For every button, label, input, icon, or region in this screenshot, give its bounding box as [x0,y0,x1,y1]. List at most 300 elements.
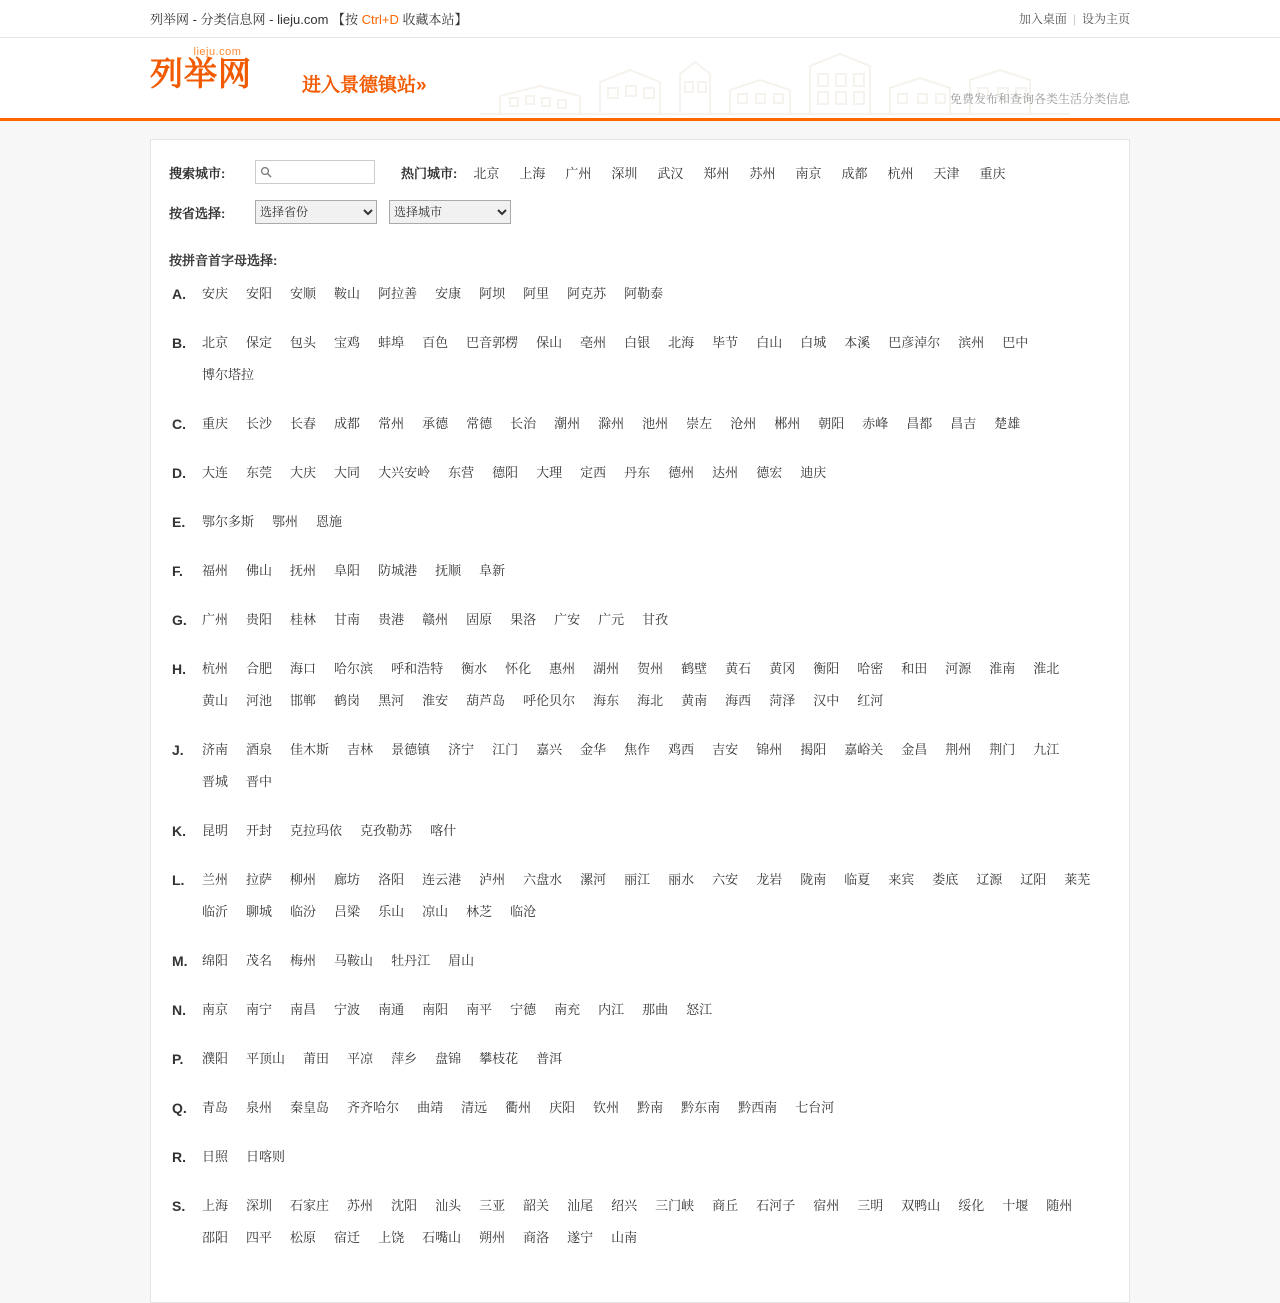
logo-text: 列举网 [150,55,252,92]
city-link[interactable]: 河池 [246,693,273,708]
pinyin-letter: Q. [172,1100,187,1116]
city-link[interactable]: 来宾 [888,872,915,887]
city-link[interactable]: 庆阳 [549,1100,576,1115]
city-link[interactable]: 莆田 [303,1051,330,1066]
site-logo[interactable] [150,46,285,92]
city-link[interactable]: 日喀则 [246,1149,286,1164]
city-link[interactable]: 衡水 [461,661,488,676]
city-link[interactable]: 林芝 [466,904,493,919]
city-link[interactable]: 阿拉善 [378,286,418,301]
city-link[interactable]: 鞍山 [334,286,361,301]
city-link[interactable]: 长治 [510,416,537,431]
city-link[interactable]: 丹东 [624,465,651,480]
city-link[interactable]: 甘南 [334,612,361,627]
city-link[interactable]: 甘孜 [642,612,669,627]
city-link[interactable]: 双鸭山 [901,1198,941,1213]
city-link[interactable]: 景德镇 [391,742,431,757]
city-link[interactable]: 锦州 [756,742,783,757]
pinyin-city-list [202,1097,1111,1129]
city-link[interactable]: 安康 [435,286,462,301]
city-link[interactable]: 安顺 [290,286,317,301]
hot-city-link[interactable]: 成都 [841,165,868,181]
city-link[interactable]: 莱芜 [1064,872,1091,887]
city-link[interactable]: 萍乡 [391,1051,418,1066]
city-link[interactable]: 石河子 [756,1198,796,1213]
city-link[interactable]: 焦作 [624,742,651,757]
city-link[interactable]: 贺州 [637,661,664,676]
hot-city-link[interactable]: 深圳 [611,165,638,181]
city-link[interactable]: 百色 [422,335,449,350]
city-link[interactable]: 临汾 [290,904,317,919]
pinyin-city-list [202,658,1111,722]
city-link[interactable]: 辽源 [976,872,1003,887]
city-link[interactable]: 抚州 [290,563,317,578]
pinyin-letter-block [169,560,1111,592]
city-link[interactable]: 贵港 [378,612,405,627]
pinyin-letter: K. [172,823,186,839]
city-link[interactable]: 海东 [593,693,620,708]
city-link[interactable]: 保定 [246,335,273,350]
city-link[interactable]: 秦皇岛 [290,1100,330,1115]
city-link[interactable]: 南平 [466,1002,493,1017]
city-link[interactable]: 济宁 [448,742,475,757]
city-link[interactable]: 南通 [378,1002,405,1017]
city-link[interactable]: 定西 [580,465,607,480]
city-link[interactable]: 开封 [246,823,273,838]
city-link[interactable]: 池州 [642,416,669,431]
hot-cities-list [463,163,1015,182]
pinyin-city-list [202,1048,1111,1080]
city-link[interactable]: 兰州 [202,872,229,887]
city-link[interactable]: 嘉兴 [536,742,563,757]
city-link[interactable]: 柳州 [290,872,317,887]
city-link[interactable]: 鹤壁 [681,661,708,676]
city-link[interactable]: 三明 [857,1198,884,1213]
city-link[interactable]: 南京 [202,1002,229,1017]
city-link[interactable]: 桂林 [290,612,317,627]
city-link[interactable]: 淮南 [989,661,1016,676]
city-link[interactable]: 滨州 [958,335,985,350]
city-link[interactable]: 贵阳 [246,612,273,627]
city-link[interactable]: 泸州 [479,872,506,887]
city-link[interactable]: 邯郸 [290,693,317,708]
city-link[interactable]: 大兴安岭 [378,465,431,480]
city-link[interactable]: 佳木斯 [290,742,330,757]
city-link[interactable]: 鹤岗 [334,693,361,708]
city-link[interactable]: 安阳 [246,286,273,301]
city-link[interactable]: 七台河 [795,1100,835,1115]
city-link[interactable]: 达州 [712,465,739,480]
pinyin-letter-block [169,1195,1111,1259]
city-link[interactable]: 长沙 [246,416,273,431]
site-title: 列举网 - 分类信息网 - lieju.com [150,12,333,27]
city-link[interactable]: 荆州 [945,742,972,757]
city-link[interactable]: 金昌 [901,742,928,757]
city-link[interactable]: 山南 [611,1230,638,1245]
city-link[interactable]: 楚雄 [994,416,1021,431]
city-link[interactable]: 毕节 [712,335,739,350]
city-link[interactable]: 松原 [290,1230,317,1245]
city-link[interactable]: 辽阳 [1020,872,1047,887]
city-link[interactable]: 晋城 [202,774,229,789]
city-link[interactable]: 清远 [461,1100,488,1115]
city-link[interactable]: 汕尾 [567,1198,594,1213]
city-link[interactable]: 大庆 [290,465,317,480]
pinyin-letter: D. [172,465,186,481]
city-link[interactable]: 马鞍山 [334,953,374,968]
city-link[interactable]: 上海 [202,1198,229,1213]
city-link[interactable]: 青岛 [202,1100,229,1115]
hot-city-link[interactable]: 北京 [473,165,500,181]
city-link[interactable]: 佛山 [246,563,273,578]
city-link[interactable]: 凉山 [422,904,449,919]
city-link[interactable]: 朔州 [479,1230,506,1245]
city-link[interactable]: 黄南 [681,693,708,708]
city-link[interactable]: 上饶 [378,1230,405,1245]
city-link[interactable]: 包头 [290,335,317,350]
city-link[interactable]: 沈阳 [391,1198,418,1213]
city-link[interactable]: 惠州 [549,661,576,676]
city-link[interactable]: 随州 [1046,1198,1073,1213]
city-link[interactable]: 揭阳 [800,742,827,757]
city-link[interactable]: 临沂 [202,904,229,919]
city-link[interactable]: 怒江 [686,1002,713,1017]
city-link[interactable]: 巴音郭楞 [466,335,519,350]
pinyin-letter: E. [172,514,186,530]
city-link[interactable]: 葫芦岛 [466,693,506,708]
hot-city-link[interactable]: 南京 [795,165,822,181]
pinyin-letter: G. [172,612,187,628]
city-link[interactable]: 十堰 [1002,1198,1029,1213]
hot-city-link[interactable]: 重庆 [979,165,1006,181]
pinyin-letter-block [169,283,1111,315]
city-link[interactable]: 黔南 [637,1100,664,1115]
city-link[interactable]: 广元 [598,612,625,627]
city-link[interactable]: 黄山 [202,693,229,708]
city-link[interactable]: 宁德 [510,1002,537,1017]
pinyin-city-list [202,413,1111,445]
city-link[interactable]: 泉州 [246,1100,273,1115]
city-link[interactable]: 梅州 [290,953,317,968]
city-link[interactable]: 北海 [668,335,695,350]
city-link[interactable]: 呼和浩特 [391,661,444,676]
city-link[interactable]: 固原 [466,612,493,627]
search-icon [260,166,272,178]
city-link[interactable]: 南宁 [246,1002,273,1017]
city-link[interactable]: 滁州 [598,416,625,431]
city-link[interactable]: 蚌埠 [378,335,405,350]
city-link[interactable]: 九江 [1033,742,1060,757]
city-link[interactable]: 喀什 [430,823,457,838]
city-link[interactable]: 大同 [334,465,361,480]
city-link[interactable]: 衡阳 [813,661,840,676]
city-link[interactable]: 德宏 [756,465,783,480]
city-link[interactable]: 昌吉 [950,416,977,431]
city-link[interactable]: 那曲 [642,1002,669,1017]
pinyin-letter-block [169,950,1111,982]
city-link[interactable]: 重庆 [202,416,229,431]
city-link[interactable]: 阿克苏 [567,286,607,301]
city-link[interactable]: 韶关 [523,1198,550,1213]
hot-city-link[interactable]: 广州 [565,165,592,181]
city-link[interactable]: 宿州 [813,1198,840,1213]
pinyin-letter-block [169,1048,1111,1080]
city-link[interactable]: 钦州 [593,1100,620,1115]
hot-city-link[interactable]: 苏州 [749,165,776,181]
city-link[interactable]: 克拉玛依 [290,823,343,838]
city-link[interactable]: 巴中 [1002,335,1029,350]
pinyin-letter-block [169,1097,1111,1129]
city-link[interactable]: 齐齐哈尔 [347,1100,400,1115]
pinyin-city-list [202,950,1111,982]
city-link[interactable]: 平顶山 [246,1051,286,1066]
city-link[interactable]: 保山 [536,335,563,350]
city-link[interactable]: 呼伦贝尔 [523,693,576,708]
city-link[interactable]: 北京 [202,335,229,350]
city-link[interactable]: 江门 [492,742,519,757]
city-link[interactable]: 商丘 [712,1198,739,1213]
city-link[interactable]: 果洛 [510,612,537,627]
city-link[interactable]: 常州 [378,416,405,431]
city-link[interactable]: 三亚 [479,1198,506,1213]
city-link[interactable]: 吉安 [712,742,739,757]
city-link[interactable]: 克孜勒苏 [360,823,413,838]
city-link[interactable]: 宝鸡 [334,335,361,350]
city-link[interactable]: 东营 [448,465,475,480]
city-link[interactable]: 合肥 [246,661,273,676]
city-link[interactable]: 菏泽 [769,693,796,708]
city-link[interactable]: 黄冈 [769,661,796,676]
search-city-input[interactable] [276,161,370,183]
city-link[interactable]: 河源 [945,661,972,676]
province-select-row [169,200,1111,224]
city-link[interactable]: 赤峰 [862,416,889,431]
city-link[interactable]: 朝阳 [818,416,845,431]
city-link[interactable]: 郴州 [774,416,801,431]
city-link[interactable]: 日照 [202,1149,229,1164]
city-link[interactable]: 平凉 [347,1051,374,1066]
city-link[interactable]: 海北 [637,693,664,708]
city-link[interactable]: 内江 [598,1002,625,1017]
city-link[interactable]: 昌都 [906,416,933,431]
city-link[interactable]: 安庆 [202,286,229,301]
city-link[interactable]: 阿坝 [479,286,506,301]
city-link[interactable]: 拉萨 [246,872,273,887]
city-link[interactable]: 大连 [202,465,229,480]
city-link[interactable]: 防城港 [378,563,418,578]
add-to-desktop-link[interactable]: 加入桌面 [1018,12,1067,26]
city-link[interactable]: 阜新 [479,563,506,578]
pinyin-city-list [202,820,1111,852]
city-link[interactable]: 海西 [725,693,752,708]
city-link[interactable]: 丽江 [624,872,651,887]
hot-city-link[interactable]: 郑州 [703,165,730,181]
city-link[interactable]: 连云港 [422,872,462,887]
pinyin-letter-block [169,511,1111,543]
city-link[interactable]: 济南 [202,742,229,757]
city-link[interactable]: 鄂州 [272,514,299,529]
city-link[interactable]: 巴彦淖尔 [888,335,941,350]
city-link[interactable]: 绵阳 [202,953,229,968]
pinyin-letter: R. [172,1149,186,1165]
search-input-wrapper[interactable] [255,160,375,184]
city-link[interactable]: 攀枝花 [479,1051,519,1066]
pinyin-letter-block [169,999,1111,1031]
city-link[interactable]: 大理 [536,465,563,480]
city-link[interactable]: 哈尔滨 [334,661,374,676]
city-link[interactable]: 娄底 [932,872,959,887]
city-link[interactable]: 丽水 [668,872,695,887]
city-link[interactable]: 哈密 [857,661,884,676]
city-link[interactable]: 阿勒泰 [624,286,664,301]
city-selection-panel [150,139,1130,1303]
city-link[interactable]: 汉中 [813,693,840,708]
city-link[interactable]: 廊坊 [334,872,361,887]
city-link[interactable]: 盘锦 [435,1051,462,1066]
city-link[interactable]: 福州 [202,563,229,578]
city-link[interactable]: 遂宁 [567,1230,594,1245]
city-link[interactable]: 临沧 [510,904,537,919]
pinyin-city-list [202,332,1111,396]
city-link[interactable]: 常德 [466,416,493,431]
city-link[interactable]: 吉林 [347,742,374,757]
city-link[interactable]: 漯河 [580,872,607,887]
pinyin-city-list [202,462,1111,494]
city-link[interactable]: 成都 [334,416,361,431]
city-link[interactable]: 杭州 [202,661,229,676]
city-link[interactable]: 阜阳 [334,563,361,578]
city-link[interactable]: 金华 [580,742,607,757]
province-dropdown[interactable] [255,200,377,224]
city-link[interactable]: 六安 [712,872,739,887]
pinyin-letter: C. [172,416,186,432]
city-link[interactable]: 临夏 [844,872,871,887]
city-link[interactable]: 湖州 [593,661,620,676]
hot-city-link[interactable]: 武汉 [657,165,684,181]
city-link[interactable]: 本溪 [844,335,871,350]
city-link[interactable]: 苏州 [347,1198,374,1213]
city-link[interactable]: 六盘水 [523,872,563,887]
city-link[interactable]: 淮北 [1033,661,1060,676]
city-link[interactable]: 潮州 [554,416,581,431]
hot-city-link[interactable]: 杭州 [887,165,914,181]
city-link[interactable]: 黄石 [725,661,752,676]
city-link[interactable]: 黔西南 [738,1100,778,1115]
city-link[interactable]: 阿里 [523,286,550,301]
city-link[interactable]: 普洱 [536,1051,563,1066]
city-link[interactable]: 邵阳 [202,1230,229,1245]
city-dropdown[interactable] [389,200,511,224]
city-link[interactable]: 荆门 [989,742,1016,757]
logo-domain: lieju.com [193,46,242,58]
city-link[interactable]: 鸡西 [668,742,695,757]
city-link[interactable]: 昆明 [202,823,229,838]
city-link[interactable]: 崇左 [686,416,713,431]
city-link[interactable]: 鄂尔多斯 [202,514,255,529]
city-link[interactable]: 绥化 [958,1198,985,1213]
city-link[interactable]: 晋中 [246,774,273,789]
city-link[interactable]: 宿迁 [334,1230,361,1245]
city-link[interactable]: 广安 [554,612,581,627]
city-link[interactable]: 长春 [290,416,317,431]
city-link[interactable]: 黑河 [378,693,405,708]
city-link[interactable]: 亳州 [580,335,607,350]
city-link[interactable]: 德阳 [492,465,519,480]
city-link[interactable]: 吕梁 [334,904,361,919]
city-link[interactable]: 怀化 [505,661,532,676]
city-link[interactable]: 衢州 [505,1100,532,1115]
city-link[interactable]: 恩施 [316,514,343,529]
city-link[interactable]: 石嘴山 [422,1230,462,1245]
city-link[interactable]: 承德 [422,416,449,431]
city-link[interactable]: 洛阳 [378,872,405,887]
city-link[interactable]: 牡丹江 [391,953,431,968]
city-link[interactable]: 白山 [756,335,783,350]
set-homepage-link[interactable]: 设为主页 [1081,12,1130,26]
city-link[interactable]: 广州 [202,612,229,627]
city-link[interactable]: 淮安 [422,693,449,708]
city-link[interactable]: 南充 [554,1002,581,1017]
city-link[interactable]: 海口 [290,661,317,676]
city-link[interactable]: 四平 [246,1230,273,1245]
city-link[interactable]: 东莞 [246,465,273,480]
city-link[interactable]: 濮阳 [202,1051,229,1066]
bookmark-post: 收藏本站】 [398,12,468,27]
pinyin-letter-block [169,820,1111,852]
city-link[interactable]: 抚顺 [435,563,462,578]
city-link[interactable]: 聊城 [246,904,273,919]
hot-cities-label: 热门城市: [401,165,458,181]
enter-city-site-link[interactable]: 进入景德镇站» [302,75,427,96]
bookmark-pre: 【按 [332,12,362,27]
city-link[interactable]: 乐山 [378,904,405,919]
city-link[interactable]: 石家庄 [290,1198,330,1213]
city-link[interactable]: 黔东南 [681,1100,721,1115]
pinyin-section-title: 按拼音首字母选择: [169,253,278,268]
city-link[interactable]: 迪庆 [800,465,827,480]
city-link[interactable]: 赣州 [422,612,449,627]
city-link[interactable]: 商洛 [523,1230,550,1245]
hot-city-link[interactable]: 天津 [933,165,960,181]
city-link[interactable]: 酒泉 [246,742,273,757]
city-link[interactable]: 宁波 [334,1002,361,1017]
city-link[interactable]: 三门峡 [655,1198,695,1213]
pinyin-city-list [202,1195,1111,1259]
city-link[interactable]: 白银 [624,335,651,350]
hot-city-link[interactable]: 上海 [519,165,546,181]
city-link[interactable]: 和田 [901,661,928,676]
pinyin-letter-block [169,1146,1111,1178]
city-link[interactable]: 龙岩 [756,872,783,887]
city-link[interactable]: 茂名 [246,953,273,968]
city-link[interactable]: 白城 [800,335,827,350]
city-link[interactable]: 德州 [668,465,695,480]
city-link[interactable]: 陇南 [800,872,827,887]
city-link[interactable]: 红河 [857,693,884,708]
pinyin-letter-block [169,413,1111,445]
city-link[interactable]: 绍兴 [611,1198,638,1213]
city-link[interactable]: 嘉峪关 [844,742,884,757]
search-city-row [169,160,1111,184]
city-link[interactable]: 南昌 [290,1002,317,1017]
city-link[interactable]: 南阳 [422,1002,449,1017]
city-link[interactable]: 沧州 [730,416,757,431]
city-link[interactable]: 深圳 [246,1198,273,1213]
city-link[interactable]: 博尔塔拉 [202,367,255,382]
city-link[interactable]: 汕头 [435,1198,462,1213]
city-link[interactable]: 曲靖 [417,1100,444,1115]
city-link[interactable]: 眉山 [448,953,475,968]
